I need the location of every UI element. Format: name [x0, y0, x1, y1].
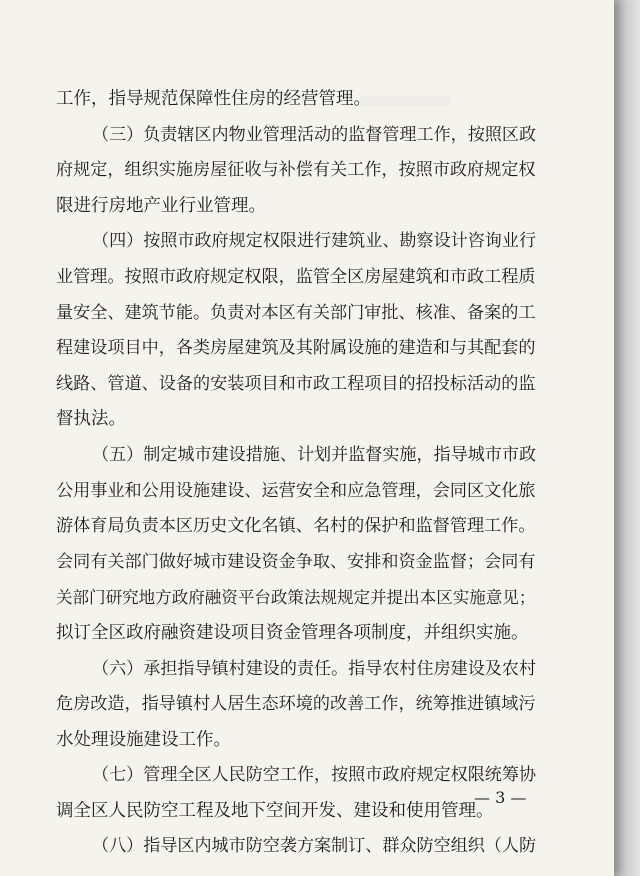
text-line: 线路、管道、设备的安装项目和市政工程项目的招投标活动的监 [56, 373, 536, 394]
text-line: 府规定，组织实施房屋征收与补偿有关工作，按照市政府规定权 [56, 160, 536, 181]
paragraph [56, 438, 536, 652]
text-line: 会同有关部门做好城市建设资金争取、安排和资金监督；会同有 [56, 551, 536, 572]
text-line: （五）制定城市建设措施、计划并监督实施，指导城市市政 [92, 444, 537, 465]
text-line: 关部门研究地方政府融资平台政策法规规定并提出本区实施意见； [56, 588, 536, 608]
text-line: 拟订全区政府融资建设项目资金管理各项制度，并组织实施。 [56, 622, 529, 643]
text-line: 游体育局负责本区历史文化名镇、名村的保护和监督管理工作。 [56, 516, 536, 537]
paragraph [56, 758, 536, 829]
text-line: （七）管理全区人民防空工作，按照市政府规定权限统筹协 [92, 765, 537, 786]
paragraph [56, 118, 536, 225]
page-number: — 3 — [474, 788, 527, 807]
text-line: 业管理。按照市政府规定权限，监管全区房屋建筑和市政工程质 [56, 266, 536, 287]
text-line: 量安全、建筑节能。负责对本区有关部门审批、核准、备案的工 [56, 302, 536, 323]
document-body [56, 82, 536, 865]
text-line: 程建设项目中，各类房屋建筑及其附属设施的建造和与其配套的 [56, 338, 536, 359]
paragraph [56, 829, 536, 865]
paragraph [56, 652, 536, 759]
text-line: （八）指导区内城市防空袭方案制订、群众防空组织（人防 [92, 836, 537, 857]
scanner-edge [614, 0, 640, 876]
text-line: 调全区人民防空工程及地下空间开发、建设和使用管理。 [56, 800, 494, 821]
text-line: 公用事业和公用设施建设、运营安全和应急管理，会同区文化旅 [56, 480, 536, 501]
text-line: 水处理设施建设工作。 [56, 729, 231, 750]
text-line: （六）承担指导镇村建设的责任。指导农村住房建设及农村 [92, 658, 537, 679]
paragraph [56, 224, 536, 438]
text-line: （三）负责辖区内物业管理活动的监督管理工作，按照区政 [92, 124, 537, 145]
text-line: 限进行房地产业行业管理。 [56, 195, 266, 216]
paragraph [56, 82, 536, 118]
text-line: 工作，指导规范保障性住房的经营管理。 [56, 89, 371, 109]
text-line: 督执法。 [56, 409, 126, 430]
text-line: （四）按照市政府规定权限进行建筑业、勘察设计咨询业行 [92, 231, 537, 252]
text-line: 危房改造，指导镇村人居生态环境的改善工作，统筹推进镇域污 [56, 694, 536, 715]
